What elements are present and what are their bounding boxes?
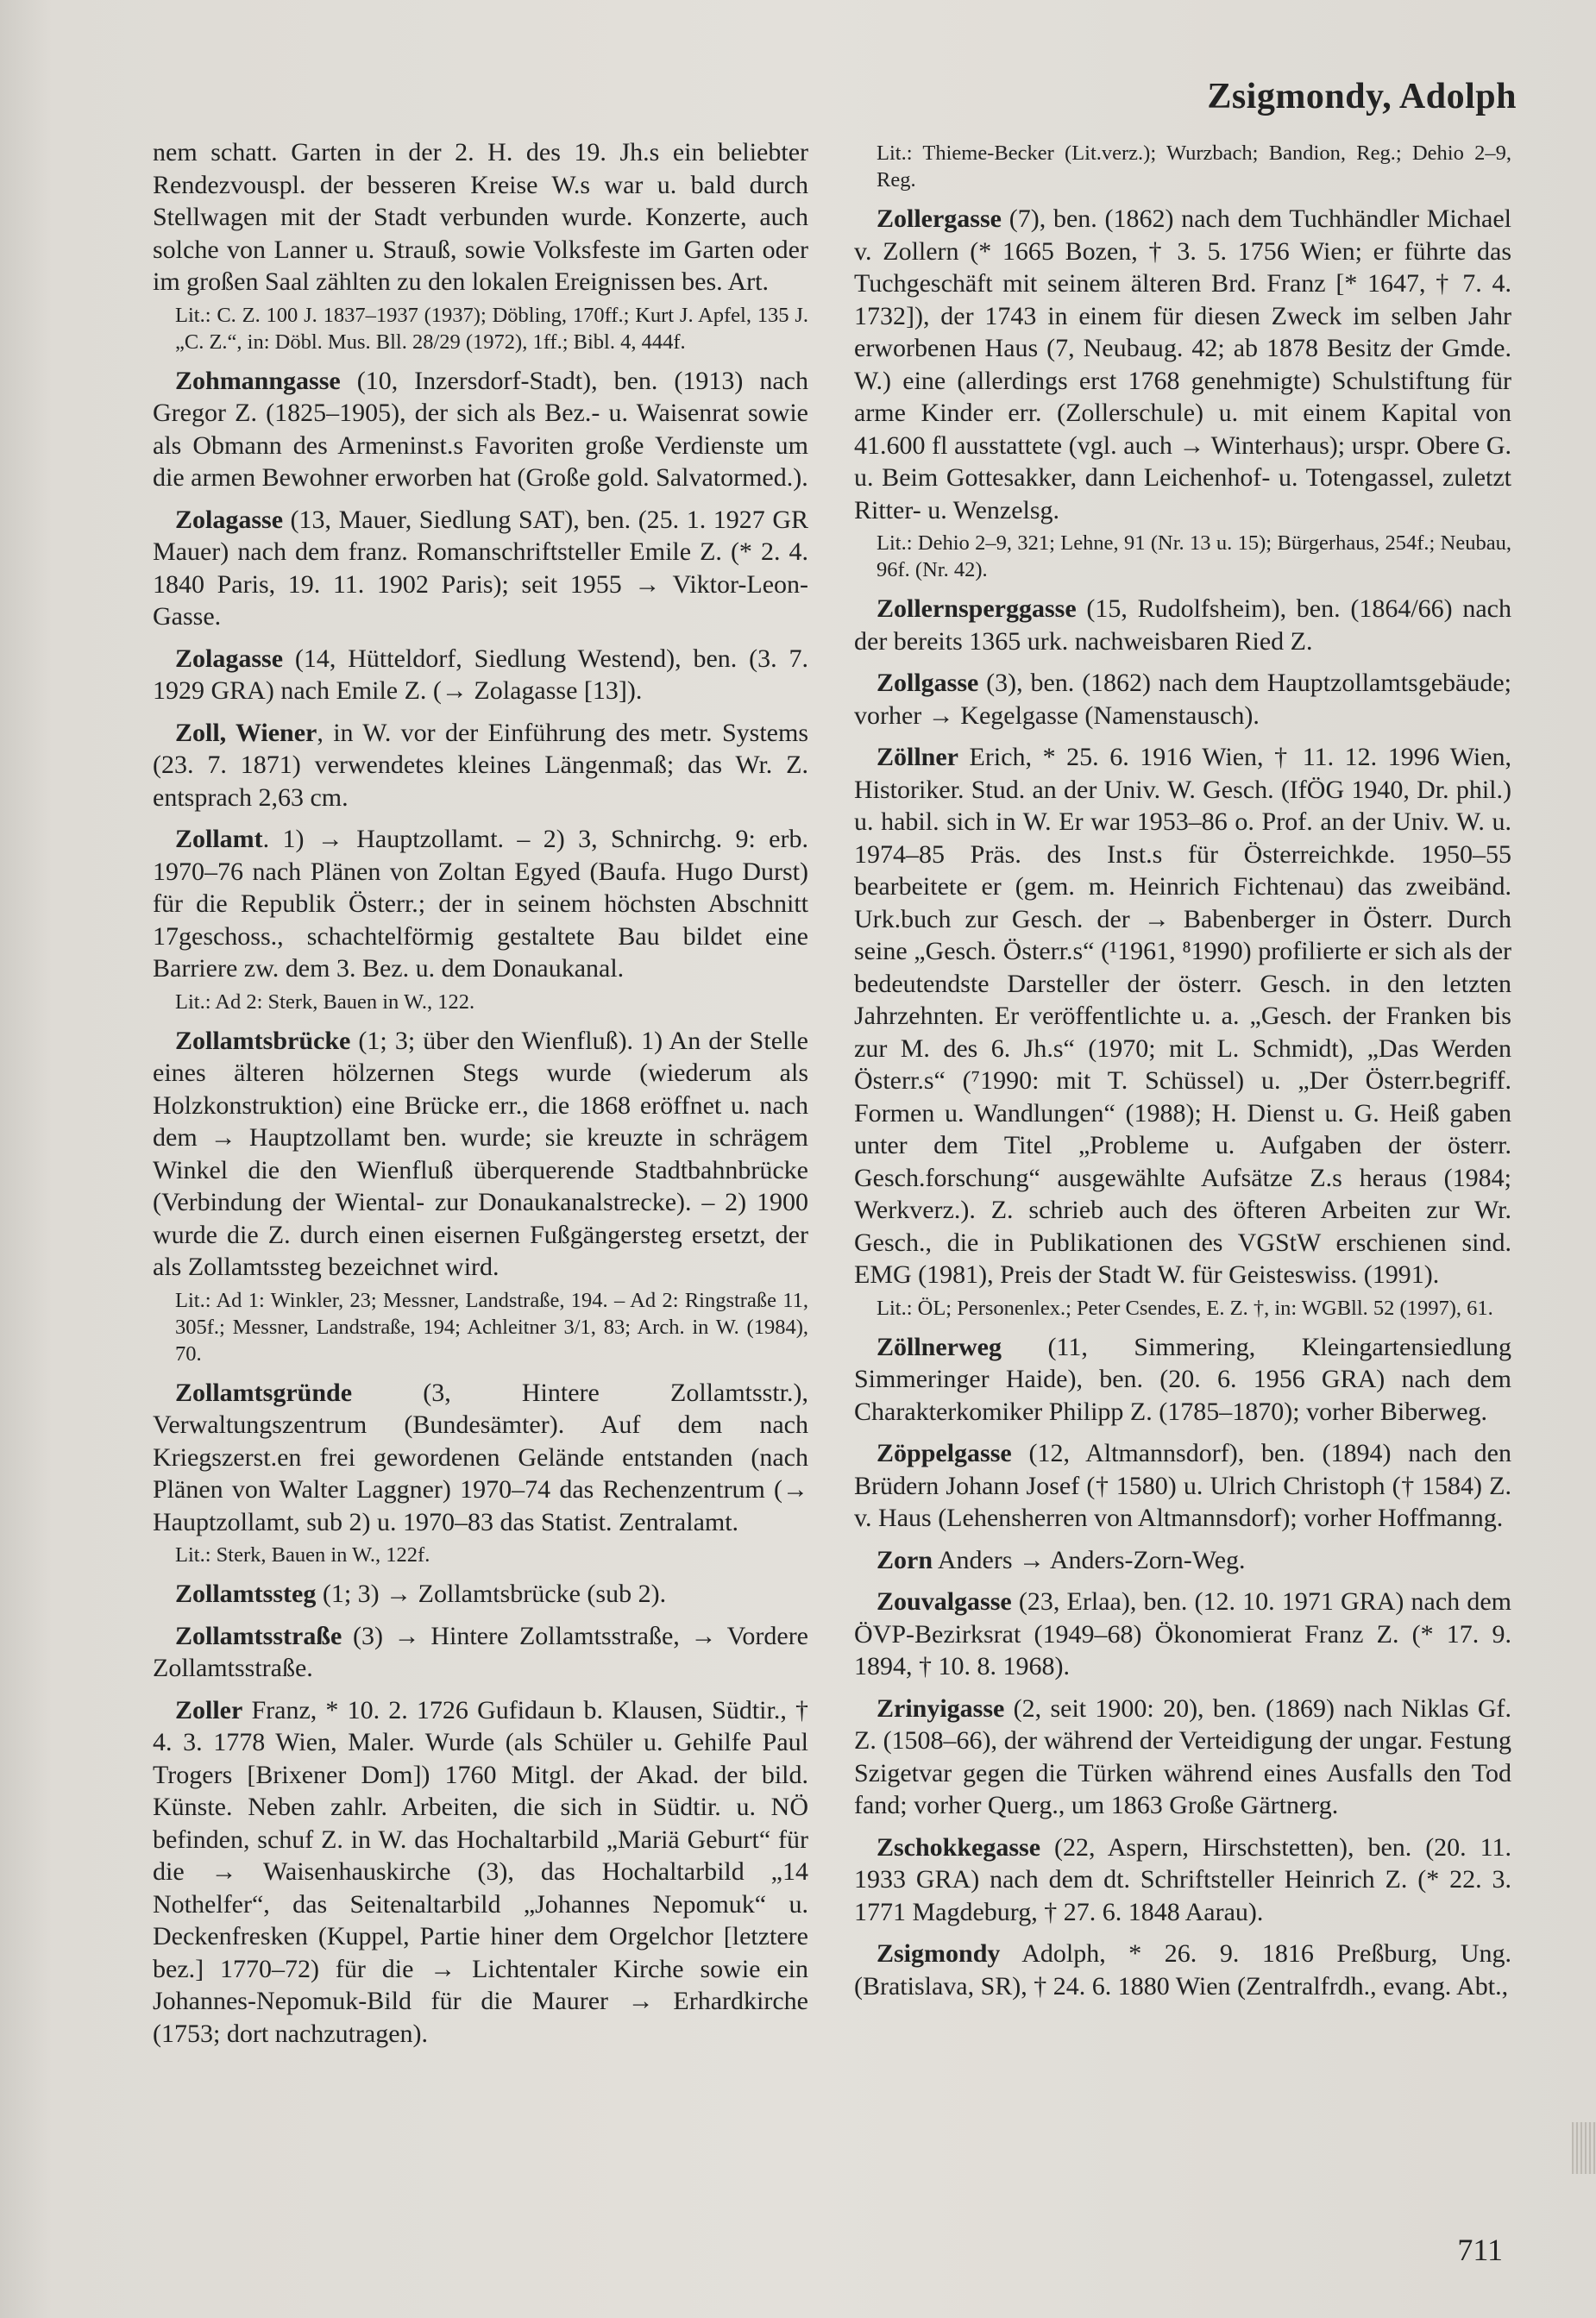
entry-headword: Zolagasse [175,644,284,673]
entry-text [153,136,808,298]
entry-headword: Zollamtsgründe [175,1378,353,1407]
page-number: 711 [1457,2233,1503,2267]
entry-body: (15, Rudolfsheim), ben. (1864/66) nach der bereits 1365 urk. nachweisbaren Ried Z. [854,594,1511,656]
entry-text [854,1544,1511,1577]
page-edge-marks [1572,2122,1596,2174]
entry-headword: Zsigmondy [877,1939,1001,1968]
lexicon-entry [854,203,1511,583]
entry-body: (3, Hintere Zollamtsstr.), Verwaltungszentrum (Bundesämter). Auf dem nach Kriegszerst.en frei gewordenen Gelände entstanden (nach Plänen von Walter Laggner) 1970–74 das Rechenzentrum (→ Hauptzollamt, sub 2) u. 1970–83 das Statist. Zentralamt. [153,1378,808,1536]
lexicon-entry [153,717,808,814]
lexicon-entry [153,504,808,633]
entry-body: (23, Erlaa), ben. (12. 10. 1971 GRA) nach dem ÖVP-Bezirksrat (1949–68) Ökonomierat Franz Z. (* 17. 9. 1894, † 10. 8. 1968). [854,1587,1511,1680]
entry-headword: Zollamt [175,825,263,853]
entry-body: (14, Hütteldorf, Siedlung Westend), ben. (3. 7. 1929 GRA) nach Emile Z. (→ Zolagasse [13]). [153,644,808,705]
entry-headword: Zollamtssteg [175,1580,317,1608]
entry-headword: Zöllnerweg [877,1332,1002,1361]
lexicon-entry [854,1544,1511,1577]
entry-body: (3) → Hintere Zollamtsstraße, → Vordere Zollamtsstraße. [153,1621,808,1682]
left-column [153,136,808,2059]
entry-body: (11, Simmering, Kleingartensiedlung Simmeringer Haide), ben. (20. 6. 1956 GRA) nach dem Charakterkomiker Philipp Z. (1785–1870); vorher Biberweg. [854,1332,1511,1426]
entry-text [854,741,1511,1291]
entry-headword: Zollergasse [877,204,1002,233]
lexicon-entry [153,136,808,355]
lexicon-entry [153,1620,808,1685]
lexicon-entry [153,1377,808,1569]
entry-headword: Zouvalgasse [877,1587,1012,1616]
entry-literature: Lit.: ÖL; Personenlex.; Peter Csendes, E. Z. †, in: WGBll. 52 (1997), 61. [877,1296,1493,1320]
entry-text [854,1938,1511,2002]
entry-text [153,1025,808,1284]
entry-body: (3), ben. (1862) nach dem Hauptzollamtsgebäude; vorher → Kegelgasse (Namenstausch). [854,669,1511,730]
entry-headword: Zollamtsbrücke [175,1026,351,1055]
entry-text [854,1437,1511,1535]
lexicon-entry [153,643,808,707]
lexicon-entry [854,1586,1511,1683]
lexicon-entry [153,1025,808,1367]
entry-text [854,1586,1511,1683]
running-head: Zsigmondy, Adolph [1207,77,1517,116]
lexicon-entry [854,667,1511,732]
entry-body: nem schatt. Garten in der 2. H. des 19. Jh.s ein beliebter Rendezvouspl. der besseren Kreise W.s war u. bald durch Stellwagen mit der Stadt verbunden wurde. Konzerte, auch solche von Lanner u. Strauß, sowie Volksfeste im Garten oder im großen Saal zählten zu den lokalen Ereignissen bes. Art. [153,138,808,296]
entry-text [153,1620,808,1685]
entry-body: (12, Altmannsdorf), ben. (1894) nach den Brüdern Johann Josef († 1580) u. Ulrich Christoph († 1584) Z. v. Haus (Lehensherren von Altmannsdorf); vorher Hoffmanng. [854,1439,1511,1532]
entry-headword: Zöllner [877,743,958,771]
lexicon-entry [854,741,1511,1322]
entry-headword: Zöppelgasse [877,1439,1012,1467]
lexicon-entry [153,823,808,1015]
entry-headword: Zoller [175,1695,243,1724]
lexicon-entry [153,1578,808,1611]
entry-body: (1; 3) → Zollamtsbrücke (sub 2). [316,1580,667,1608]
entry-body: Anders → Anders-Zorn-Weg. [933,1545,1246,1574]
entry-body: Franz, * 10. 2. 1726 Gufidaun b. Klausen, Südtir., † 4. 3. 1778 Wien, Maler. Wurde (als Schüler u. Gehilfe Paul Trogers [Brixener Dom]) 1760 Mitgl. der Akad. der bild. Künste. Neben zahlr. Arbeiten, die sich in Südtir. u. NÖ befinden, schuf Z. in W. das Hochaltarbild „Mariä Geburt“ für die → Waisenhauskirche (3), das Hochaltarbild „14 Nothelfer“, das Seitenaltarbild „Johannes Nepomuk“ u. Deckenfresken (Kuppel, Partie hiner dem Orgelchor [letztere bez.] 1770–72) für die → Lichtentaler Kirche sowie ein Johannes-Nepomuk-Bild für die Maurer → Erhardkirche (1753; dort nachzutragen). [153,1695,808,2048]
entry-headword: Zohmanngasse [175,366,341,395]
entry-literature: Lit.: Ad 1: Winkler, 23; Messner, Landstraße, 194. – Ad 2: Ringstraße 11, 305f.; Messner, Landstraße, 194; Achleitner 3/1, 83; Arch. in W. (1984), 70. [175,1288,808,1366]
entry-headword: Zolagasse [175,505,284,534]
entry-text [153,643,808,707]
entry-body: (22, Aspern, Hirschstetten), ben. (20. 11. 1933 GRA) nach dem dt. Schriftsteller Heinrich Z. (* 22. 3. 1771 Magdeburg, † 27. 6. 1848 Aarau). [854,1832,1511,1926]
lexicon-entry [854,593,1511,657]
entry-text [153,1694,808,2051]
entry-headword: Zoll, Wiener [175,718,317,747]
entry-text [854,593,1511,657]
entry-text [153,823,808,985]
entry-text [854,667,1511,732]
entry-text [153,717,808,814]
entry-body: Adolph, * 26. 9. 1816 Preßburg, Ung. (Bratislava, SR), † 24. 6. 1880 Wien (Zentralfrdh., evang. Abt., [854,1939,1511,2001]
entry-body: , in W. vor der Einführung des metr. Systems (23. 7. 1871) verwendetes kleines Längenmaß; das Wr. Z. entsprach 2,63 cm. [153,718,808,812]
entry-text [153,1578,808,1611]
entry-literature: Lit.: C. Z. 100 J. 1837–1937 (1937); Döbling, 170ff.; Kurt J. Apfel, 135 J. „C. Z.“, in: Döbl. Mus. Bll. 28/29 (1972), 1ff.; Bibl. 4, 444f. [175,303,808,354]
right-column [854,136,1511,2012]
lexicon-entry [153,1694,808,2051]
entry-body: (2, seit 1900: 20), ben. (1869) nach Niklas Gf. Z. (1508–66), der während der Verteidigung der ungar. Festung Szigetvar gegen die Türken während eines Ausfalls den Tod fand; vorher Querg., um 1863 Große Gärtnerg. [854,1693,1511,1819]
entry-headword: Zorn [877,1545,933,1574]
entry-body: . 1) → Hauptzollamt. – 2) 3, Schnirchg. 9: erb. 1970–76 nach Plänen von Zoltan Egyed (Baufa. Hugo Durst) für die Republik Österr.; der in seinem höchsten Abschnitt 17geschoss., schachtelförmig gestaltete Bau bildet eine Barriere zw. dem 3. Bez. u. dem Donaukanal. [153,825,808,983]
lexicon-entry [854,1693,1511,1822]
lexicon-entry [153,365,808,494]
entry-headword: Zollgasse [877,669,979,697]
entry-text [854,1693,1511,1822]
entry-literature: Lit.: Sterk, Bauen in W., 122f. [175,1543,430,1567]
entry-text [153,365,808,494]
entry-literature: Lit.: Thieme-Becker (Lit.verz.); Wurzbach; Bandion, Reg.; Dehio 2–9, Reg. [877,141,1511,192]
entry-headword: Zollamtsstraße [175,1621,342,1650]
entry-text [854,1831,1511,1929]
entry-body: (10, Inzersdorf-Stadt), ben. (1913) nach Gregor Z. (1825–1905), der sich als Bez.- u. Waisenrat sowie als Obmann des Armeninst.s Favoriten große Verdienste um die armen Bewohner erworben hat (Große gold. Salvatormed.). [153,366,808,492]
entry-literature: Lit.: Ad 2: Sterk, Bauen in W., 122. [175,989,475,1014]
entry-headword: Zollernsperggasse [877,594,1077,623]
entry-body: (1; 3; über den Wienfluß). 1) An der Stelle eines älteren hölzernen Stegs wurde (wiederum als Holzkonstruktion) eine Brücke err., die 1868 eröffnet u. nach dem → Hauptzollamt ben. wurde; sie kreuzte in schrägem Winkel die den Wienfluß überquerende Stadtbahnbrücke (Verbindung der Wiental- zur Donaukanalstrecke). – 2) 1900 wurde die Z. durch einen eisernen Fußgängersteg ersetzt, der als Zollamtssteg bezeichnet wird. [153,1026,808,1281]
entry-body: (13, Mauer, Siedlung SAT), ben. (25. 1. 1927 GR Mauer) nach dem franz. Romanschriftsteller Emile Z. (* 2. 4. 1840 Paris, 19. 11. 1902 Paris); seit 1955 → Viktor-Leon-Gasse. [153,505,808,631]
lexicon-entry [854,1831,1511,1929]
entry-literature: Lit.: Dehio 2–9, 321; Lehne, 91 (Nr. 13 u. 15); Bürgerhaus, 254f.; Neubau, 96f. (Nr. 42). [877,531,1511,581]
lexicon-entry [854,1938,1511,2002]
lexicon-entry [854,1437,1511,1535]
entry-headword: Zschokkegasse [877,1832,1041,1862]
lexicon-entry [854,140,1511,193]
entry-text [854,203,1511,526]
entry-text [153,504,808,633]
entry-body: Erich, * 25. 6. 1916 Wien, † 11. 12. 1996 Wien, Historiker. Stud. an der Univ. W. Gesch. (IfÖG 1940, Dr. phil.) u. habil. sich in W. Er war 1953–86 o. Prof. an der Univ. W. u. 1974–85 Präs. des Inst.s für Österreichkde. 1950–55 bearbeitete er (gem. m. Heinrich Fichtenau) das zweibänd. Urk.buch zur Gesch. der → Babenberger in Österr. Durch seine „Gesch. Österr.s“ (¹1961, ⁸1990) profilierte er sich als der bedeutendste Darsteller der österr. Gesch. in den letzten Jahrzehnten. Er veröffentlichte u. a. „Gesch. der Franken bis zur M. des 6. Jh.s“ (1970; mit L. Schmidt), „Das Werden Österr.s“ (⁷1990: mit T. Schüssel) u. „Der Österr.begriff. Formen u. Wandlungen“ (1988); H. Dienst u. G. Heiß gaben unter dem Titel „Probleme u. Aufgaben der österr. Gesch.forschung“ ausgewählte Aufsätze Z.s heraus (1984; Werkverz.). Z. schrieb auch des öfteren Arbeiten zur Wr. Gesch., die in Publikationen des VGStW erschienen sind. EMG (1981), Preis der Stadt W. für Geisteswiss. (1991). [854,743,1511,1289]
entry-text [854,1331,1511,1429]
entry-body: (7), ben. (1862) nach dem Tuchhändler Michael v. Zollern (* 1665 Bozen, † 3. 5. 1756 Wien; er führte das Tuchgeschäft mit seinem älteren Brd. Franz [* 1647, † 7. 4. 1732]), der 1743 in einem für diesen Zweck im selben Jahr erworbenen Haus (7, Neubaug. 42; ab 1878 Besitz der Gmde. W.) eine (allerdings erst 1768 genehmigte) Schulstiftung für arme Kinder err. (Zollerschule) u. mit einem Kapital von 41.600 fl ausstattete (vgl. auch → Winterhaus); urspr. Obere G. u. Beim Gottesakker, dann Leichenhof- u. Totengassel, zuletzt Ritter- u. Wenzelsg. [854,204,1511,525]
entry-headword: Zrinyigasse [877,1693,1005,1723]
lexicon-entry [854,1331,1511,1429]
entry-text [153,1377,808,1539]
